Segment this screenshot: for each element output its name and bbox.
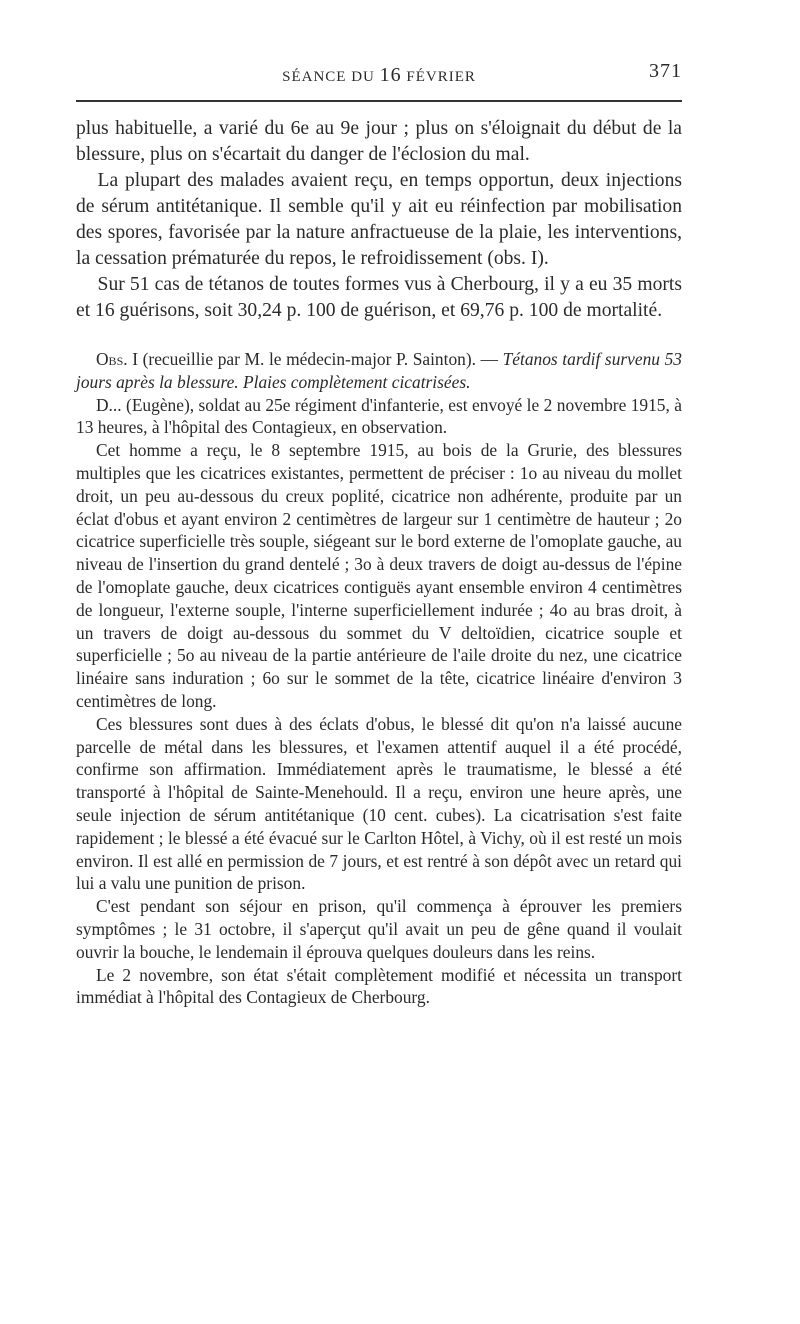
main-text <box>76 116 682 324</box>
header-rule <box>76 100 682 102</box>
observation-title: Tétanos tardif survenu 53 jours après la blessure. Plaies complètement cicatrisées. <box>76 349 682 392</box>
paragraph-3: Sur 51 cas de tétanos de toutes formes vus à Cherbourg, il y a eu 35 morts et 16 guérisons, soit 30,24 p. 100 de guérison, et 69,76 p. 100 de mortalité. <box>76 274 682 321</box>
observation-paragraph-5: Le 2 novembre, son état s'était complètement modifié et nécessita un transport immédiat à l'hôpital des Contagieux de Cherbourg. <box>76 964 682 1008</box>
observation-paragraph-3: Ces blessures sont dues à des éclats d'obus, le blessé dit qu'on n'a laissé aucune parcelle de métal dans les blessures, et l'examen attentif auquel il a été procédé, confirme son affirmation. Immédiatement après le traumatisme, le blessé a été transporté à l'hôpital de Sainte-Menehould. Il a reçu, environ une heure après, une seule injection de sérum antitétanique (10 cent. cubes). La cicatrisation s'est faite rapidement ; le blessé a été évacué sur le Carlton Hôtel, à Vichy, où il est resté un mois environ. Il est allé en permission de 7 jours, et est rentré à son dépôt avec un retard qui lui a valu une punition de prison. <box>76 713 682 894</box>
observation-paragraph-4: C'est pendant son séjour en prison, qu'il commença à éprouver les premiers symptômes ; le 31 octobre, il s'aperçut qu'il avait un peu de gêne quand il voulait ouvrir la bouche, le lendemain il éprouva quelques douleurs dans les reins. <box>76 896 682 962</box>
observation-section <box>76 348 682 1009</box>
page-header <box>76 60 682 90</box>
paragraph-1: plus habituelle, a varié du 6e au 9e jour ; plus on s'éloignait du début de la blessure, plus on s'écartait du danger de l'éclosion du mal. <box>76 118 682 165</box>
running-title <box>76 64 682 87</box>
observation-heading <box>76 348 682 394</box>
observation-paragraph-2: Cet homme a reçu, le 8 septembre 1915, au bois de la Grurie, des blessures multiples que les cicatrices existantes, permettent de préciser : 1o au niveau du mollet droit, un peu au-dessous du creux poplité, cicatrice non adhérente, produite par un éclat d'obus et ayant environ 2 centimètres de largeur sur 1 centimètre de hauteur ; 2o cicatrice superficielle très souple, siégeant sur le bord externe de l'omoplate gauche, au niveau de l'insertion du grand dentelé ; 3o à deux travers de doigt au-dessus de l'épine de l'omoplate gauche, deux cicatrices contiguës ayant ensemble environ 4 centimètres de longueur, l'externe souple, l'interne superficiellement indurée ; 4o au bras droit, à un travers de doigt au-dessous du sommet du V deltoïdien, cicatrice souple et superficielle ; 5o au niveau de la partie antérieure de l'aile droite du nez, une cicatrice linéaire sans induration ; 6o sur le sommet de la tête, cicatrice linéaire d'environ 3 centimètres de long. <box>76 440 682 711</box>
paragraph-2: La plupart des malades avaient reçu, en temps opportun, deux injections de sérum antitétanique. Il semble qu'il y ait eu réinfection par mobilisation des spores, favorisée par la nature anfractueuse de la plaie, les interventions, la cessation prématurée du repos, le refroidissement (obs. I). <box>76 170 682 269</box>
running-title-number: 16 <box>379 64 402 86</box>
observation-label: Obs. I <box>96 349 138 369</box>
running-title-suffix: FÉVRIER <box>401 69 476 85</box>
observation-source: (recueillie par M. le médecin-major P. Sainton). — <box>138 349 503 369</box>
running-title-prefix: SÉANCE DU <box>282 69 380 85</box>
book-page <box>76 60 682 1009</box>
observation-paragraph-1: D... (Eugène), soldat au 25e régiment d'infanterie, est envoyé le 2 novembre 1915, à 13 heures, à l'hôpital des Contagieux, en observation. <box>76 394 682 438</box>
page-number: 371 <box>649 60 682 82</box>
